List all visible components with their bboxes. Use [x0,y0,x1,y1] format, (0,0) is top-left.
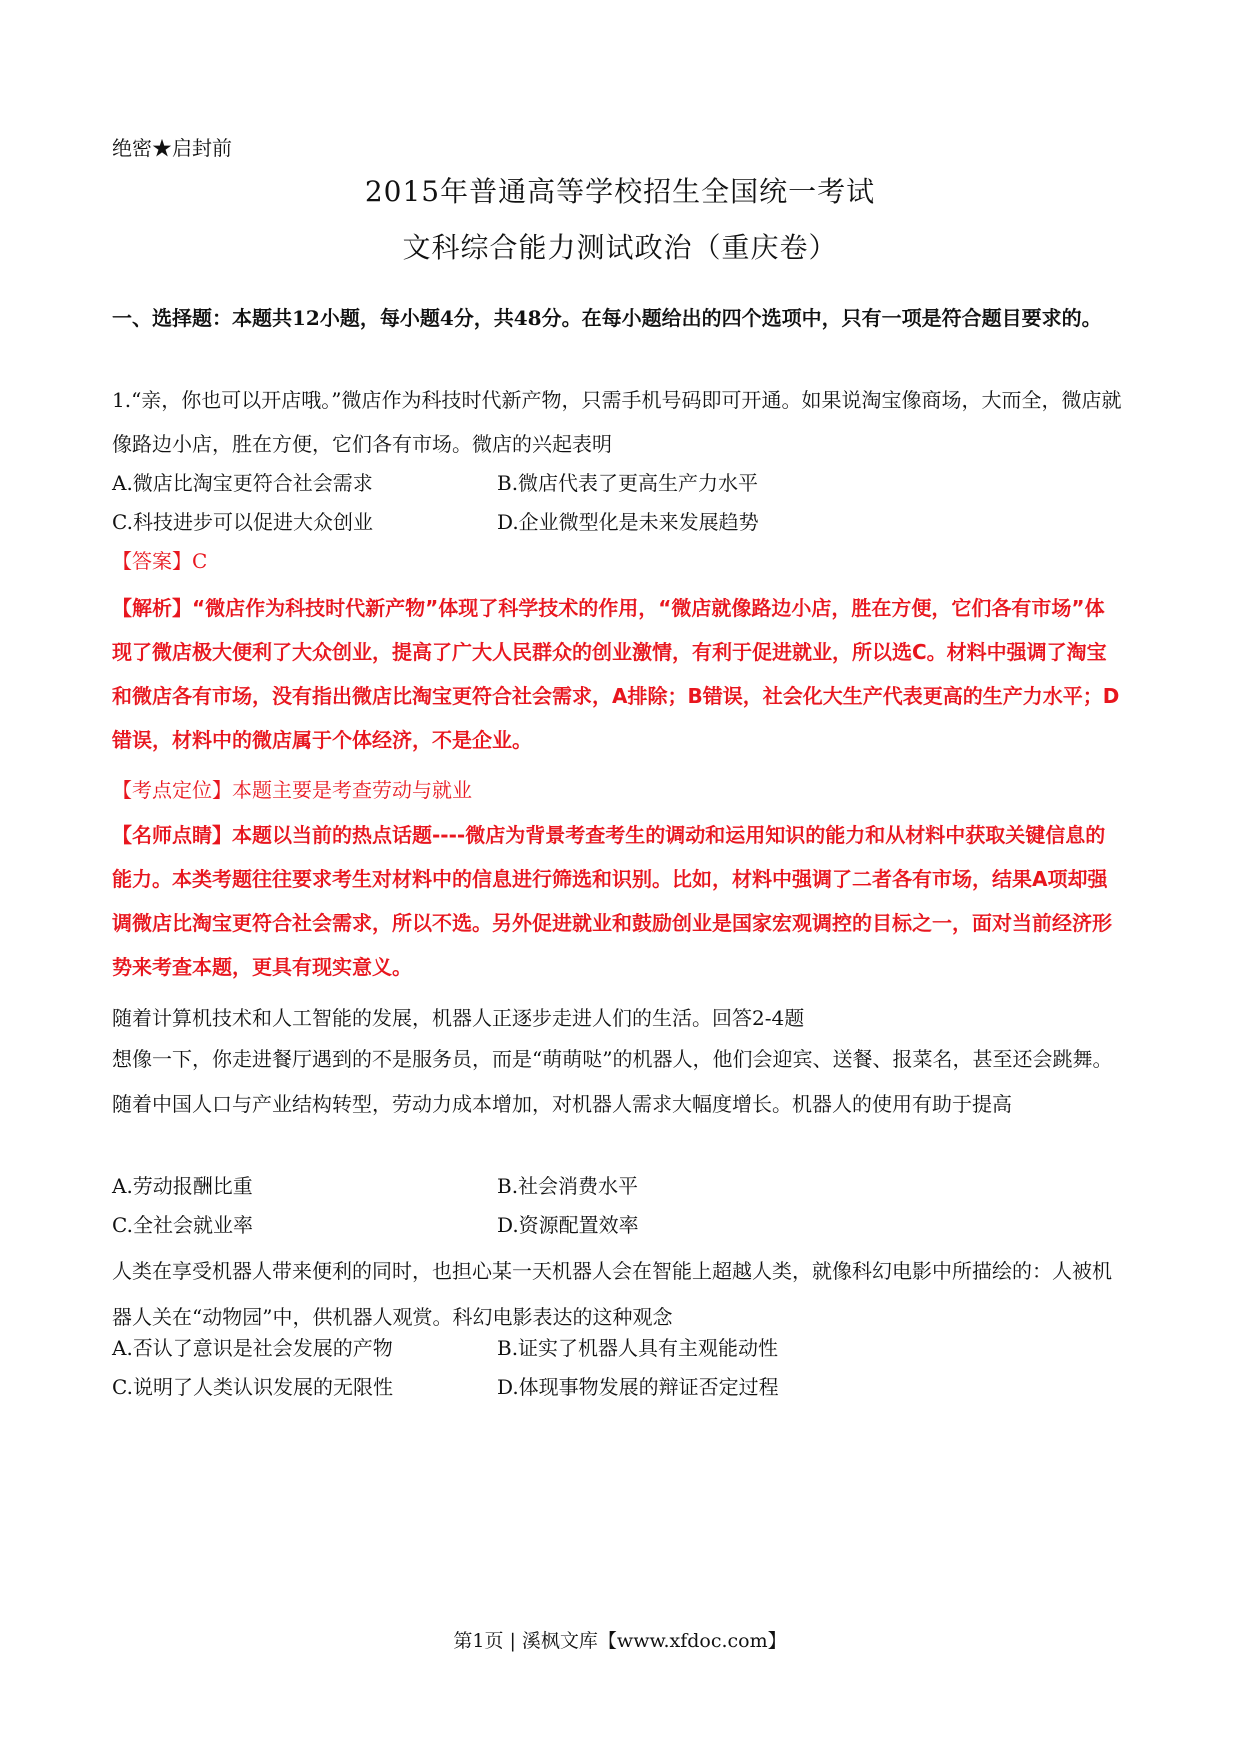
answer-label: 【答案】 [112,549,192,573]
question-3-stem: 人类在享受机器人带来便利的同时，也担心某一天机器人会在智能上超越人类，就像科幻电影中所描绘的：人被机器人关在“动物园”中，供机器人观赏。科幻电影表达的这种观念 [112,1259,1112,1329]
q1-kaodian [112,775,472,805]
page-footer: 第1页 | 溪枫文库【www.xfdoc.com】 [453,1630,787,1652]
exam-title: 2015年普通高等学校招生全国统一考试 [364,175,876,208]
question-2-stem: 想像一下，你走进餐厅遇到的不是服务员，而是“萌萌哒”的机器人，他们会迎宾、送餐、报菜名，甚至还会跳舞。随着中国人口与产业结构转型，劳动力成本增加，对机器人需求大幅度增长。机器人的使用有助于提高 [112,1047,1113,1116]
q2-option-a: A.劳动报酬比重 [112,1174,253,1198]
q2-option-d: D.资源配置效率 [497,1213,639,1237]
q1-answer [112,546,207,576]
section-heading: 一、选择题：本题共12小题，每小题4分，共48分。在每小题给出的四个选项中，只有一项是符合题目要求的。 [112,306,1102,330]
q2-option-c: C.全社会就业率 [112,1213,253,1237]
kaodian-text: 本题主要是考查劳动与就业 [232,778,472,802]
question-1-stem: 1.“亲，你也可以开店哦。”微店作为科技时代新产物，只需手机号码即可开通。如果说淘宝像商场，大而全，微店就像路边小店，胜在方便，它们各有市场。微店的兴起表明 [112,388,1122,456]
q3-option-d: D.体现事物发展的辩证否定过程 [497,1375,779,1399]
q1-option-c: C.科技进步可以促进大众创业 [112,510,373,534]
q1-mingshi-note: 【名师点睛】本题以当前的热点话题----微店为背景考查考生的调动和运用知识的能力和从材料中获取关键信息的能力。本类考题往往要求考生对材料中的信息进行筛选和识别。比如，材料中强调了二者各有市场，结果A项却强调微店比淘宝更符合社会需求，所以不选。另外促进就业和鼓励创业是国家宏观调控的目标之一，面对当前经济形势来考查本题，更具有现实意义。 [112,823,1112,979]
q1-option-b: B.微店代表了更高生产力水平 [497,471,759,495]
q1-analysis: 【解析】“微店作为科技时代新产物”体现了科学技术的作用，“微店就像路边小店，胜在方便，它们各有市场”体现了微店极大便利了大众创业，提高了广大人民群众的创业激情，有利于促进就业，所以选C。材料中强调了淘宝和微店各有市场，没有指出微店比淘宝更符合社会需求，A排除；B错误，社会化大生产代表更高的生产力水平；D错误，材料中的微店属于个体经济，不是企业。 [112,596,1120,752]
q1-option-a: A.微店比淘宝更符合社会需求 [112,471,373,495]
q1-option-d: D.企业微型化是未来发展趋势 [497,510,759,534]
secret-mark: 绝密★启封前 [112,136,232,160]
kaodian-label: 【考点定位】 [112,778,232,802]
q3-option-b: B.证实了机器人具有主观能动性 [497,1336,779,1360]
group-intro: 随着计算机技术和人工智能的发展，机器人正逐步走进人们的生活。回答2-4题 [112,1006,805,1030]
q3-option-c: C.说明了人类认识发展的无限性 [112,1375,393,1399]
q3-option-a: A.否认了意识是社会发展的产物 [112,1336,393,1360]
exam-subtitle: 文科综合能力测试政治（重庆卷） [402,231,838,264]
answer-value: C [192,549,208,573]
q2-option-b: B.社会消费水平 [497,1174,639,1198]
